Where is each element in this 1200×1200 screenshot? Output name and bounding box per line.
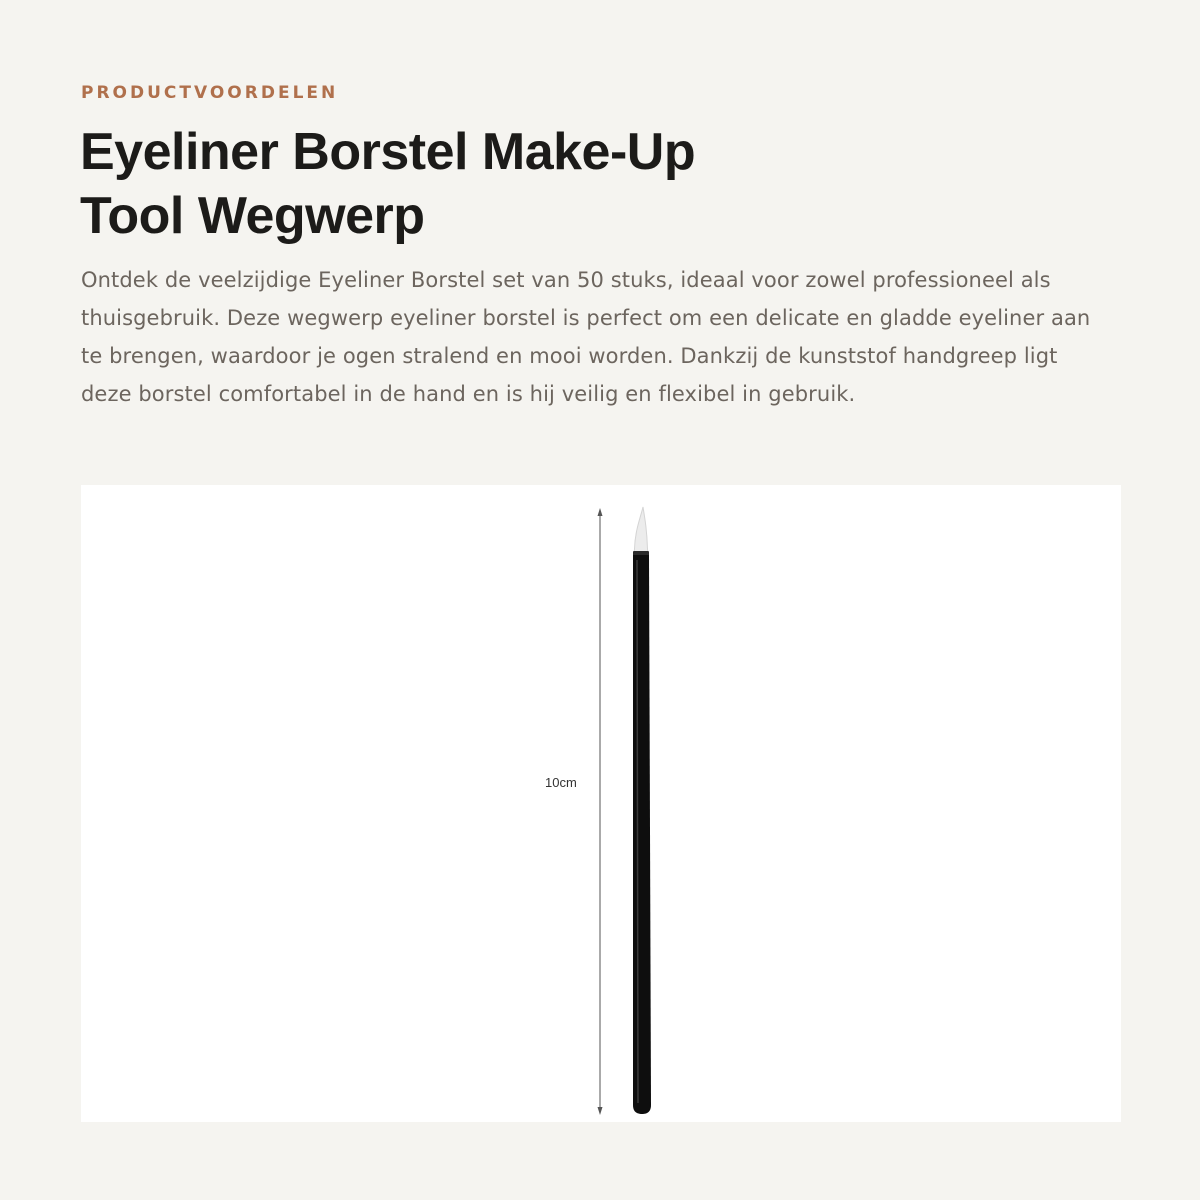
- brush-tip: [634, 507, 648, 553]
- brush-illustration: [81, 485, 1121, 1122]
- product-description: Ontdek de veelzijdige Eyeliner Borstel set van 50 stuks, ideaal voor zowel professioneel als thuisgebruik. Deze wegwerp eyeliner borstel is perfect om een delicate en gladde eyeliner aan te brengen, waardoor je ogen stralend en mooi worden. Dankzij de kunststof handgreep ligt deze borstel comfortabel in de hand en is hij veilig en flexibel in gebruik.: [81, 268, 1091, 406]
- product-title: Eyeliner Borstel Make-Up Tool Wegwerp: [80, 123, 696, 245]
- section-eyebrow: PRODUCTVOORDELEN: [81, 83, 339, 103]
- handle-highlight: [637, 560, 638, 1103]
- brush-handle: [633, 555, 651, 1114]
- product-image: [81, 485, 1121, 1122]
- dimension-line: [598, 508, 603, 1115]
- dimension-label: 10cm: [545, 775, 577, 790]
